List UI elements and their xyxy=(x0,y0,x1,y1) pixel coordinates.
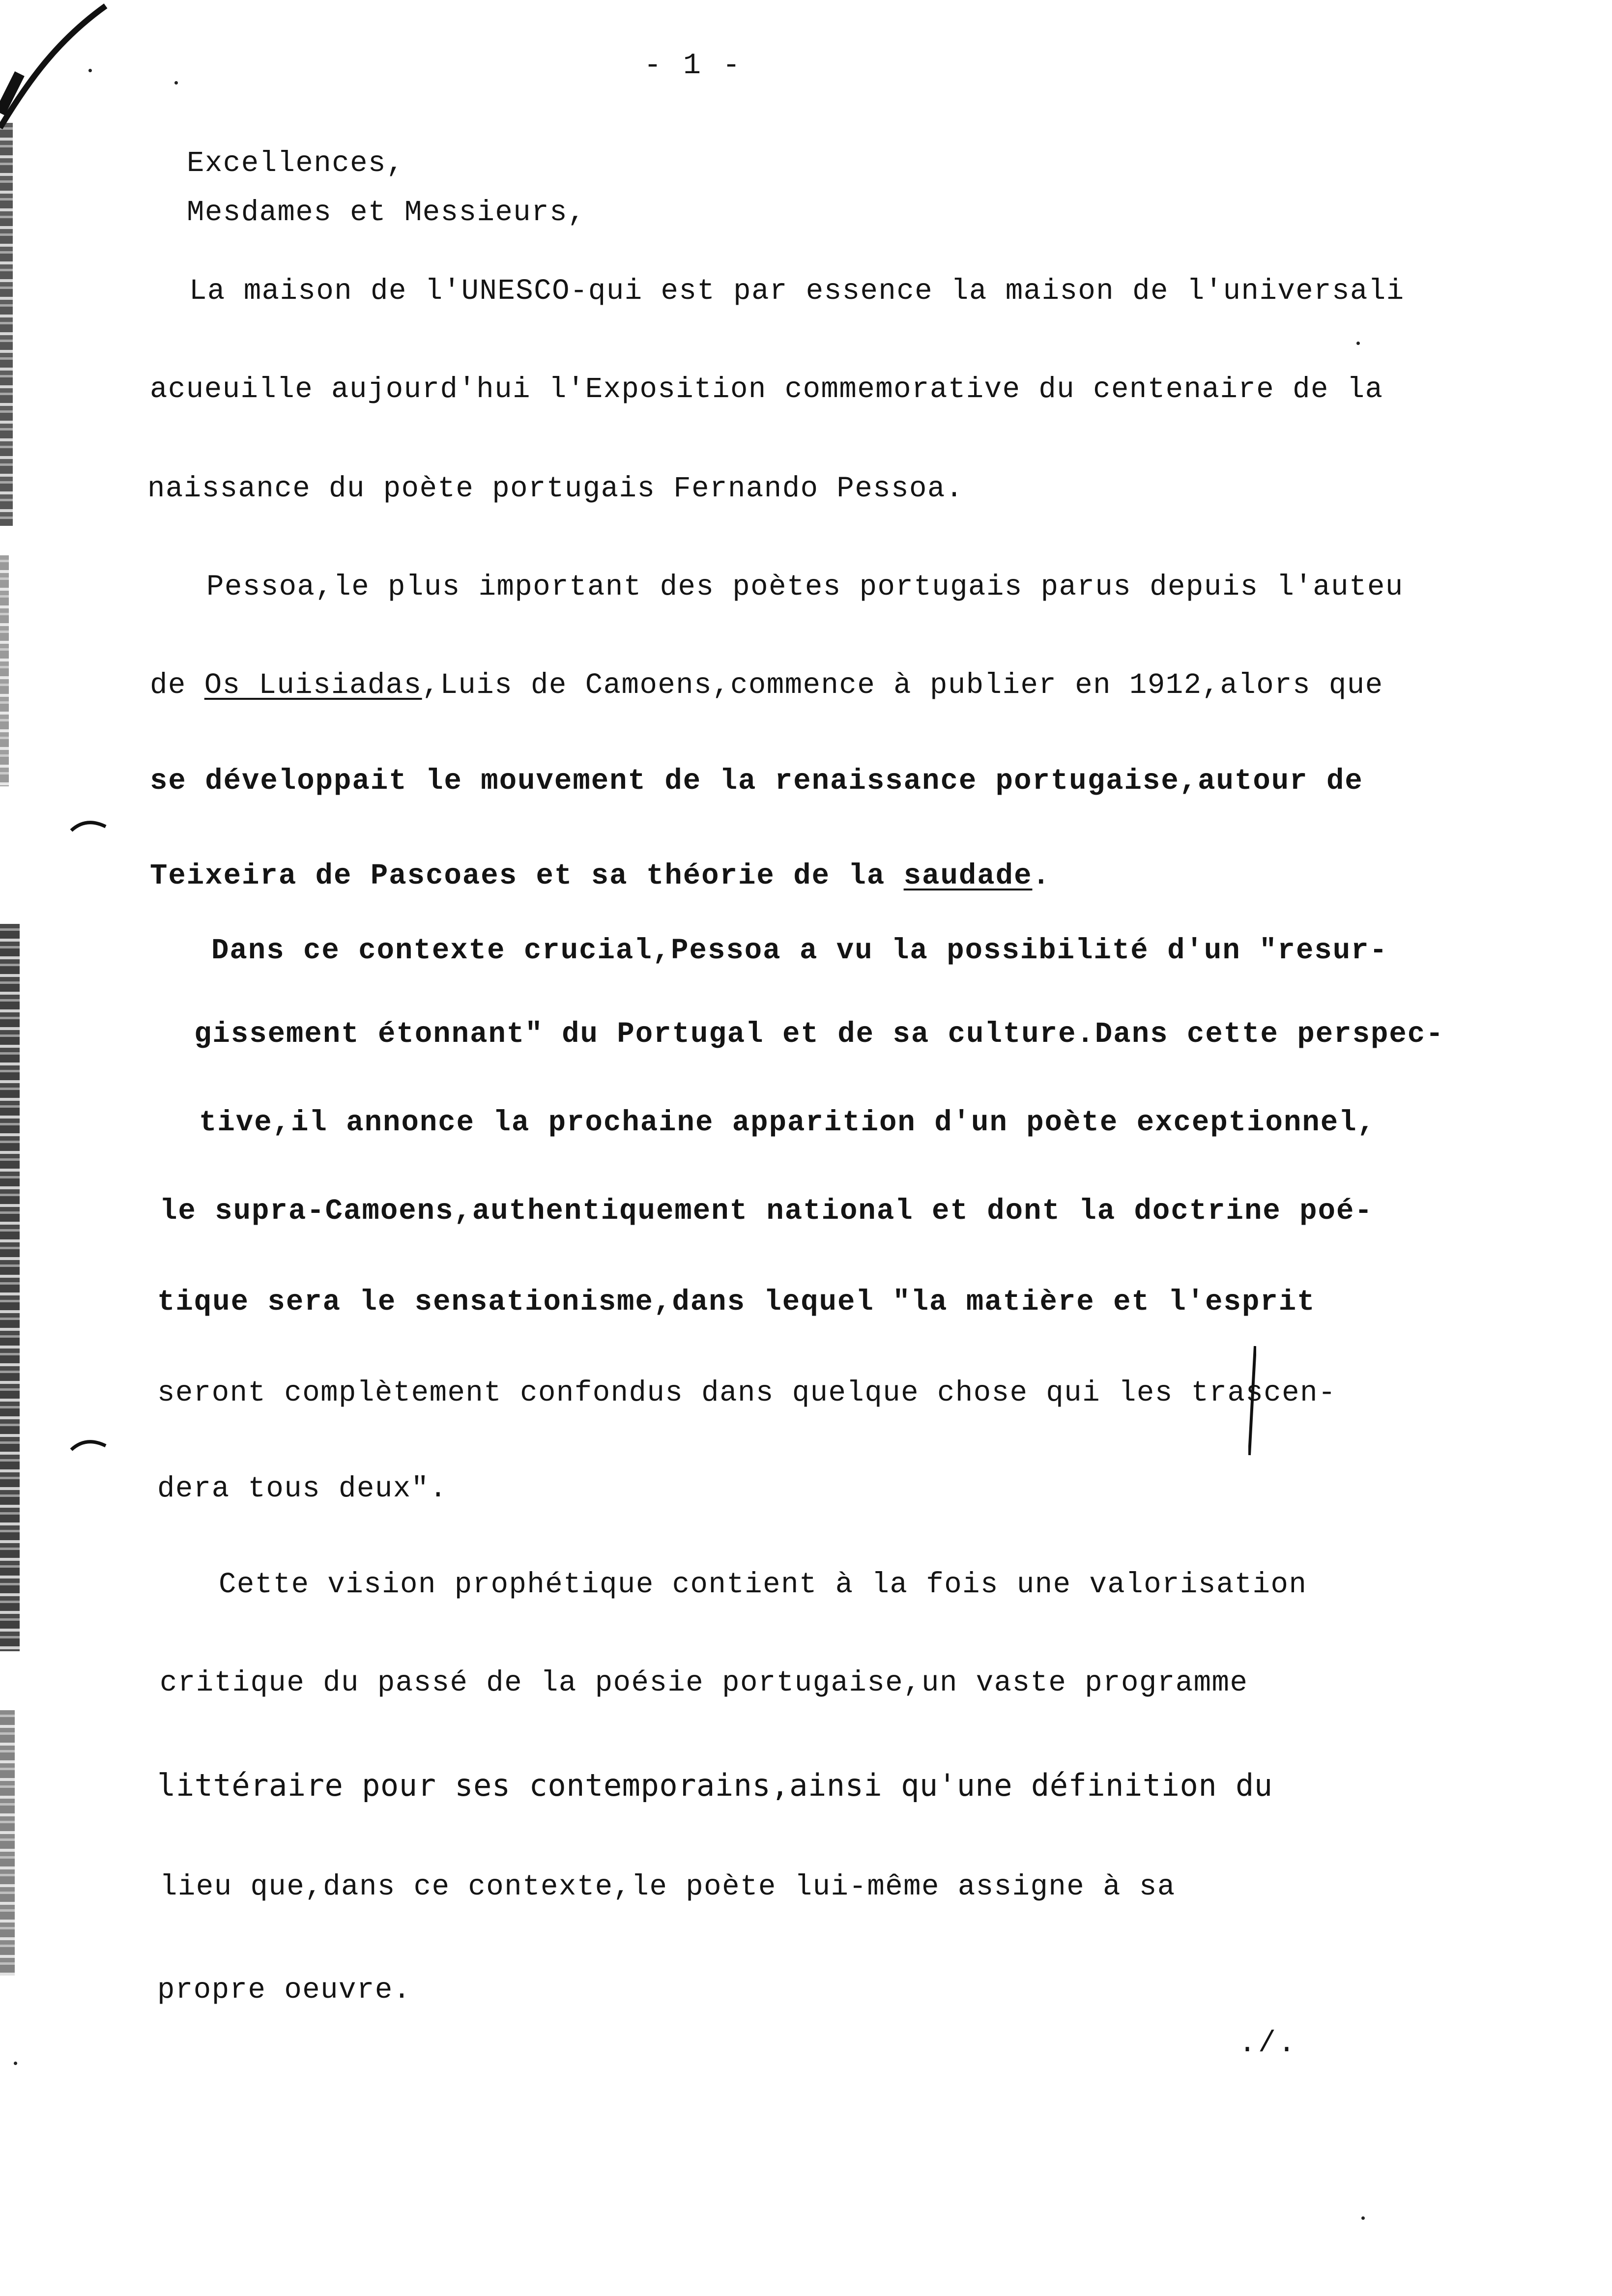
paragraph-line xyxy=(150,859,1051,893)
salutation-line: Excellences, xyxy=(187,147,404,180)
line-text: Teixeira de Pascoaes et sa théorie de la xyxy=(150,860,904,892)
scan-edge-artifact xyxy=(0,123,13,526)
emphasized-term: saudade xyxy=(903,860,1033,892)
paragraph-line: Dans ce contexte crucial,Pessoa a vu la possibilité d'un "resur- xyxy=(211,934,1388,967)
paragraph-line: acueuille aujourd'hui l'Exposition commemorative du centenaire de la xyxy=(150,373,1383,406)
speck xyxy=(174,81,178,85)
paragraph-line: littéraire pour ses contemporains,ainsi qu'une définition du xyxy=(157,1767,1273,1803)
page-number: - 1 - xyxy=(643,49,743,83)
paragraph-line: Cette vision prophétique contient à la fois une valorisation xyxy=(219,1568,1307,1601)
line-text: de xyxy=(150,669,204,702)
paragraph-line: critique du passé de la poésie portugaise,un vaste programme xyxy=(160,1666,1248,1699)
scan-curl-mark xyxy=(69,1435,108,1455)
paragraph-line: La maison de l'UNESCO-qui est par essence la maison de l'universali xyxy=(189,275,1405,308)
paragraph-line: seront complètement confondus dans quelque chose qui les trascen- xyxy=(157,1377,1336,1409)
paragraph-line: gissement étonnant" du Portugal et de sa culture.Dans cette perspec- xyxy=(194,1018,1444,1051)
scan-edge-artifact xyxy=(0,1710,15,1976)
speck xyxy=(1356,342,1360,345)
paragraph-line: se développait le mouvement de la renaissance portugaise,autour de xyxy=(150,765,1363,798)
paragraph-line: Pessoa,le plus important des poètes portugais parus depuis l'auteu xyxy=(206,571,1404,603)
scan-curl-mark xyxy=(69,816,108,835)
paragraph-line: tique sera le sensationisme,dans lequel "la matière et l'esprit xyxy=(157,1286,1316,1319)
line-text: . xyxy=(1032,860,1051,892)
paragraph-line xyxy=(150,668,1383,703)
paragraph-line: propre oeuvre. xyxy=(157,1974,411,2007)
paragraph-line: naissance du poète portugais Fernando Pessoa. xyxy=(147,472,964,505)
scan-edge-artifact xyxy=(0,924,20,1651)
paragraph-line: tive,il annonce la prochaine apparition d'un poète exceptionnel, xyxy=(199,1106,1376,1139)
scan-edge-artifact xyxy=(0,555,9,786)
speck xyxy=(14,2062,17,2065)
speck xyxy=(88,69,92,72)
line-text: ,Luis de Camoens,commence à publier en 1912,alors que xyxy=(422,669,1383,702)
salutation-line: Mesdames et Messieurs, xyxy=(187,196,586,229)
paragraph-line: le supra-Camoens,authentiquement national et dont la doctrine poé- xyxy=(160,1195,1373,1228)
paragraph-line: dera tous deux". xyxy=(157,1472,448,1505)
book-title: Os Luisiadas xyxy=(204,669,422,702)
handwritten-correction-stroke xyxy=(1248,1344,1256,1457)
corner-pen-mark xyxy=(0,0,128,147)
speck xyxy=(1361,2216,1365,2220)
paragraph-line: lieu que,dans ce contexte,le poète lui-même assigne à sa xyxy=(160,1870,1176,1903)
continuation-mark: ./. xyxy=(1238,2027,1298,2061)
